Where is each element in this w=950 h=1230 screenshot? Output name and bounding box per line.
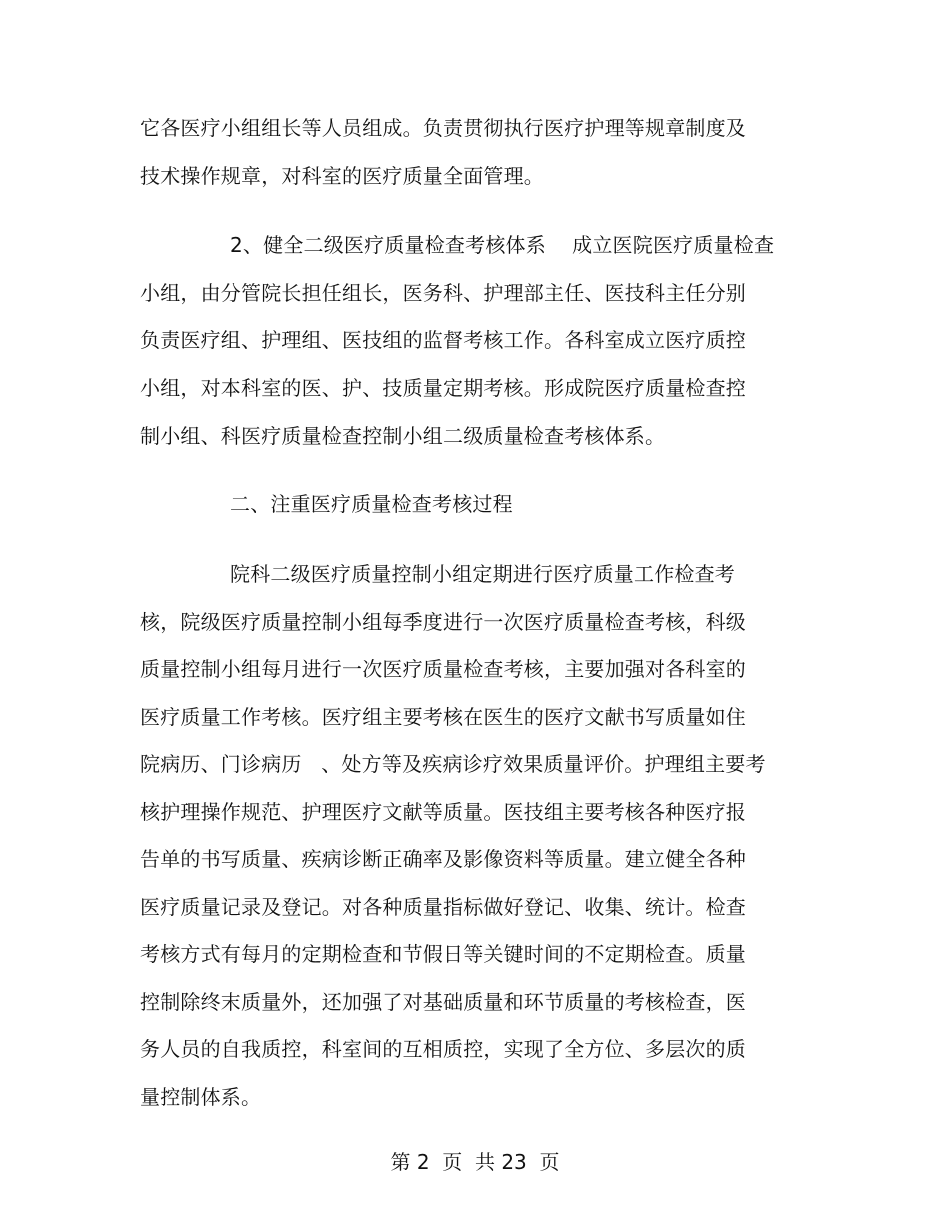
paragraph-line: 院病历、门诊病历 、处方等及疾病诊疗效果质量评价。护理组主要考 [140,752,766,776]
paragraph-line: 它各医疗小组组长等人员组成。负责贯彻执行医疗护理等规章制度及 [140,116,746,140]
paragraph-line: 量控制体系。 [140,1085,262,1109]
paragraph-line: 核，院级医疗质量控制小组每季度进行一次医疗质量检查考核，科级 [140,610,746,634]
paragraph-line: 告单的书写质量、疾病诊断正确率及影像资料等质量。建立健全各种 [140,847,746,871]
paragraph-line: 核护理操作规范、护理医疗文献等质量。医技组主要考核各种医疗报 [140,800,746,824]
section-heading: 二、注重医疗质量检查考核过程 [230,492,513,516]
paragraph-line: 考核方式有每月的定期检查和节假日等关键时间的不定期检查。质量 [140,942,746,966]
paragraph-line: 小组，由分管院长担任组长，医务科、护理部主任、医技科主任分别 [140,281,746,305]
paragraph-line: 小组，对本科室的医、护、技质量定期考核。形成院医疗质量检查控 [140,376,746,400]
paragraph-line: 技术操作规章，对科室的医疗质量全面管理。 [140,164,544,188]
paragraph-line: 医疗质量记录及登记。对各种质量指标做好登记、收集、统计。检查 [140,895,746,919]
paragraph-line: 质量控制小组每月进行一次医疗质量检查考核，主要加强对各科室的 [140,657,746,681]
paragraph-line: 负责医疗组、护理组、医技组的监督考核工作。各科室成立医疗质控 [140,328,746,352]
paragraph-line: 控制除终末质量外，还加强了对基础质量和环节质量的考核检查，医 [140,990,746,1014]
paragraph-line: 务人员的自我质控，科室间的互相质控，实现了全方位、多层次的质 [140,1037,746,1061]
paragraph-line: 医疗质量工作考核。医疗组主要考核在医生的医疗文献书写质量如住 [140,705,746,729]
page-footer: 第 2 页 共 23 页 [390,1150,560,1174]
paragraph-line: 制小组、科医疗质量检查控制小组二级质量检查考核体系。 [140,424,666,448]
paragraph-line: 院科二级医疗质量控制小组定期进行医疗质量工作检查考 [230,562,735,586]
paragraph-line: 2、健全二级医疗质量检查考核体系 成立医院医疗质量检查 [230,233,775,257]
